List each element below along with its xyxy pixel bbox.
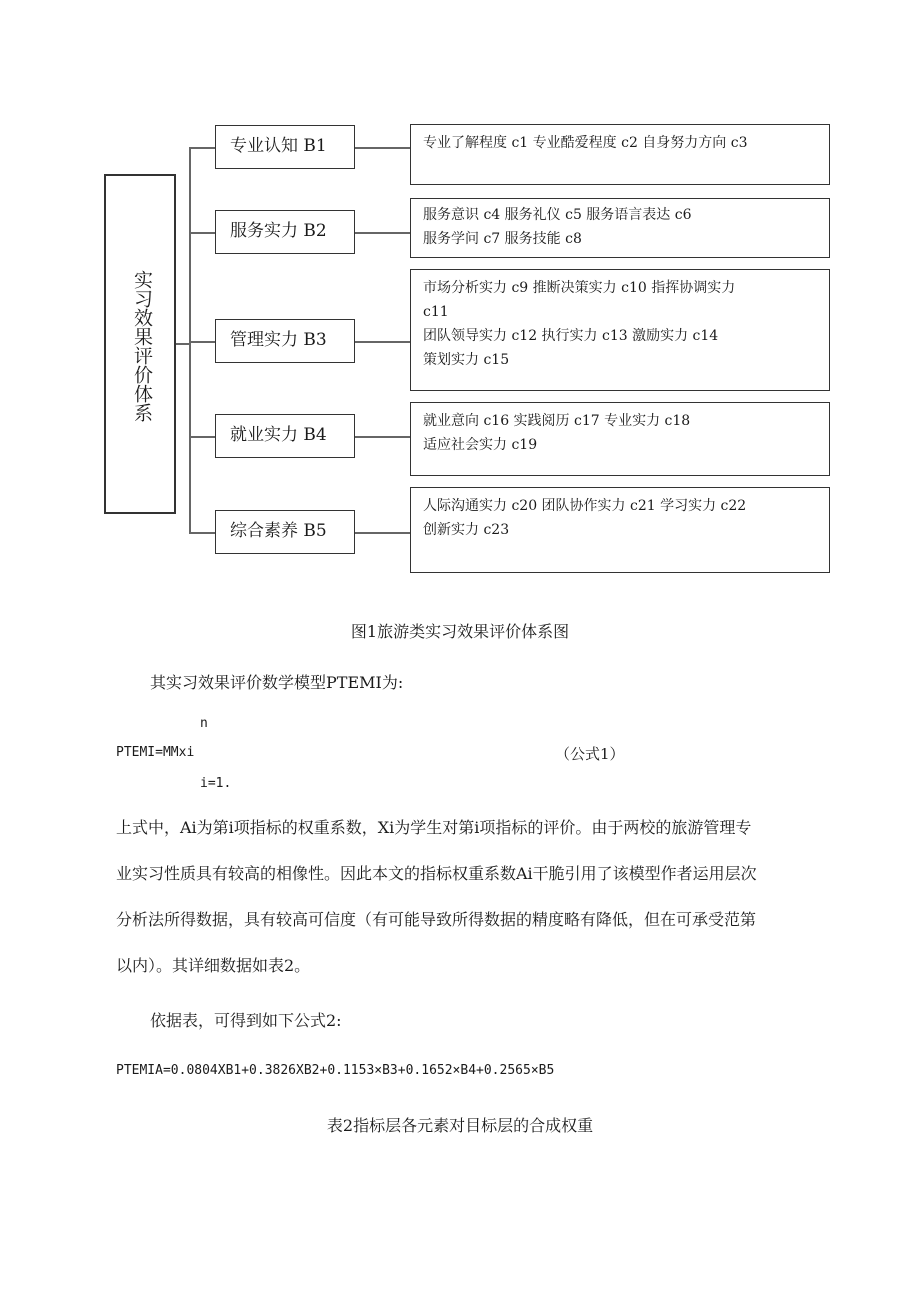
leaf-b5-line: 人际沟通实力 c20 团队协作实力 c21 学习实力 c22 [423,498,747,514]
node-b4-label: 就业实力 B4 [230,425,327,445]
connector-b2-leaf [355,232,410,234]
intro-text: 其实习效果评价数学模型PTEMI为: [150,673,404,692]
leaf-b2-line: 服务意识 c4 服务礼仪 c5 服务语言表达 c6 [423,207,692,223]
node-b2-label: 服务实力 B2 [230,221,327,241]
leaf-b1 [410,124,830,185]
leaf-b1-line: 专业了解程度 c1 专业酷爱程度 c2 自身努力方向 c3 [423,135,748,151]
formula2: PTEMIA=0.0804XB1+0.3826XB2+0.1153×B3+0.1652×B4+0.2565×B5 [116,1063,555,1078]
node-b2 [215,210,355,254]
node-b5 [215,510,355,554]
node-b3-label: 管理实力 B3 [230,330,327,350]
paragraph-line: 分析法所得数据，具有较高可信度（有可能导致所得数据的精度略有降低，但在可承受范第 [116,910,757,929]
connector-b2 [189,232,215,234]
connector-b5-leaf [355,532,410,534]
connector-b1-leaf [355,147,410,149]
connector-b3 [189,341,215,343]
node-b3 [215,319,355,363]
leaf-b5-line: 创新实力 c23 [423,522,510,538]
leaf-b3-line: c11 [423,304,449,320]
node-b5-label: 综合素养 B5 [230,521,327,541]
connector-b5 [189,532,215,534]
connector-b4-leaf [355,436,410,438]
paragraph-line: 业实习性质具有较高的相像性。因此本文的指标权重系数Ai干脆引用了该模型作者运用层次 [116,864,757,883]
leaf-b4-line: 适应社会实力 c19 [423,437,538,453]
leaf-b3 [410,269,830,391]
leaf-b5 [410,487,830,573]
explanation-paragraph [116,805,856,989]
connector-b3-leaf [355,341,410,343]
formula1-top: n [200,716,208,731]
formula1-bottom: i=1. [200,776,232,791]
para2-text: 依据表，可得到如下公式2: [150,1011,342,1030]
leaf-b3-line: 市场分析实力 c9 推断决策实力 c10 指挥协调实力 [423,280,736,296]
leaf-b2 [410,198,830,258]
formula1-label: （公式1） [555,745,625,763]
connector-root-trunk [176,343,190,345]
connector-vertical-trunk [189,147,191,532]
connector-b4 [189,436,215,438]
table-caption: 表2指标层各元素对目标层的合成权重 [326,1116,594,1135]
root-node [104,174,176,514]
node-b4 [215,414,355,458]
formula1-main: PTEMI=MMxi [116,745,195,760]
leaf-b3-line: 团队领导实力 c12 执行实力 c13 激励实力 c14 [423,328,719,344]
leaf-b4-line: 就业意向 c16 实践阅历 c17 专业实力 c18 [423,413,691,429]
leaf-b2-line: 服务学问 c7 服务技能 c8 [423,231,582,247]
paragraph-line: 上式中，Ai为第i项指标的权重系数，Xi为学生对第i项指标的评价。由于两校的旅游管理专 [116,818,752,837]
leaf-b3-line: 策划实力 c15 [423,352,510,368]
node-b1-label: 专业认知 B1 [230,136,327,156]
evaluation-system-diagram [0,0,920,600]
root-node-label: 实习效果评价体系 [131,270,153,422]
node-b1 [215,125,355,169]
connector-b1 [189,147,215,149]
leaf-b4 [410,402,830,476]
paragraph-line: 以内）。其详细数据如表2。 [116,956,311,975]
figure-caption: 图1旅游类实习效果评价体系图 [350,622,570,641]
